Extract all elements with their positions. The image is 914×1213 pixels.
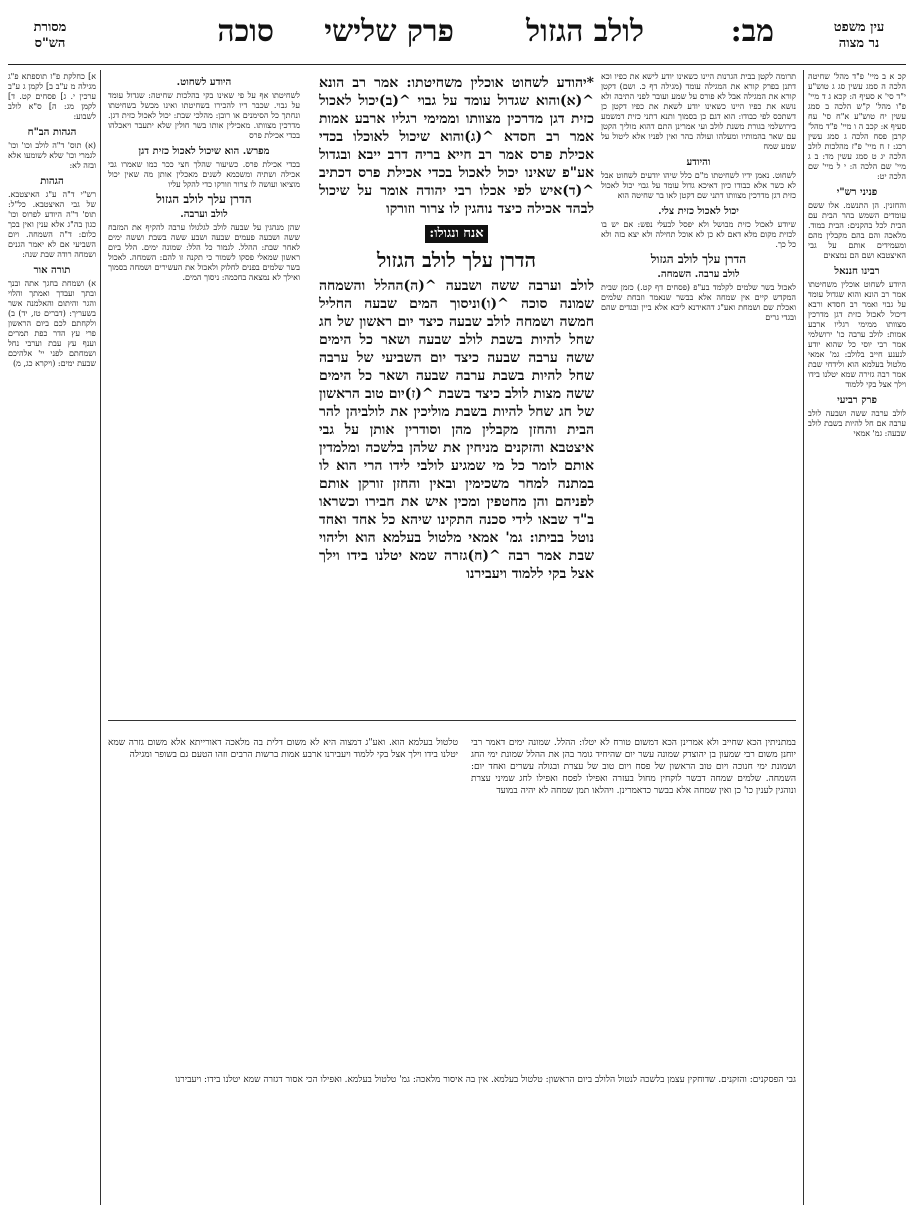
rabbeinu-chananel-text: היודע לשחוט אוכלין משחיטתו אמר רב הונא והוא שגדול עומד על גבוי ואמר רב חסדא ורבא דיכול לאכול כזית דגן מדרכין מצוותו ממימי רגליו ארבע אמות: לולב ערבה כו' ירושלמי אמר רבי יוסי כל שהוא יודע לנענע חייב בלולב: גמ' אמאי מלטול בעלמא הוא ולידחי שבת אמר רבה גזירה שמא יטלנו בידו וילך אצל בקי ללמוד: [808, 280, 906, 389]
rashi-text-1: לשחיטתו אף על פי שאינו בקי בהלכות שחיטה: שגדול עומד על גבוי. שכבר דיו להכירו בשחיטתו ואינו מכשל בשחיטתו ונחתך כל הסימנים או רובן: מהלכי שבת: יכול לאכול כזית דגן. מדרכין מצוותו. מאכילין אותו בשר חולין שלא יתעבר ויאכלהו בכדי אכילת פרס: [108, 91, 300, 140]
torah-or-text: א) ושמחת בחגך אתה ובנך ובתך ועבדך ואמתך והלוי והגר והיתום והאלמנה אשר בשעריך: (דברים טז, יד) ב) ולקחתם לכם ביום הראשון פרי עץ הדר כפת תמרים וענף עץ עבת וערבי נחל ושמחתם לפני יי' אלהיכם שבעת ימים: (ויקרא כג, מ): [8, 279, 96, 368]
hagahot-title: הגהות: [40, 176, 64, 187]
boxed-phrase: אנח ונגולו:: [425, 225, 487, 243]
masoret-refs: א] כחלקת פ"ז תוספתא פ"ג מגילה מ ע"ב ב] לקמן ג ע"ב ערכין י. ג] פסחים קט. ד] לקמן מג: ה] ס"א לולב לשבוע:: [8, 72, 96, 121]
masoret-label: מסורת הש"ס: [33, 20, 67, 51]
rashi-chapter-end: הדרן עלך לולב הגזול: [156, 192, 252, 206]
ein-mishpat-label: עין משפט נר מצוה: [833, 20, 885, 51]
bottom-text-2: טלטול בעלמא הוא. ואע"ג דמצוה היא לא משום דלית בה מלאכה דאורייתא אלא משום גזרה שמא יטלנו בידו וילך אצל בקי ללמוד ויעבירנו ארבע אמות ברשות הרבים וזהו הטעם גם בשופר ומגילה: [108, 738, 458, 760]
perek-revii-title: פרק רביעי: [837, 395, 877, 406]
divider-right: [803, 70, 804, 1205]
chapter-number: פרק שלישי: [324, 14, 454, 49]
divider-left: [100, 70, 101, 1205]
header-rule: [8, 64, 906, 65]
tosafot-column: [601, 72, 796, 712]
tractate-name: סוכה: [217, 14, 274, 49]
perek-revii-text: לולב ערבה ששה ושבעה לולב ערבה אם חל להיות בשבת לולב שבעה: גמ' אמאי: [808, 409, 906, 438]
bottom-rule: [108, 720, 796, 721]
gemara-para-1: *יהודע לשחוט אוכלין משחיטתו: אמר רב הונא ^(א)והוא שגדול עומד על גבוי ^(ב)יכול לאכול כזית דגן מדרכין מצוותו וממימי רגליו ארבע אמות אמר רב חסדא ^(ג)והוא שיכול לאוכלו בכדי אכילת פרס אמר רב חייא בריה דרב ייבא ובגדול אע"פ שאינו יכול לאכול בכדי אכילת פרס דכתיב ^(ד)איש לפי אכלו רבי יהודה אומר על שיכול לבהד אכילה כיצד נוהגין לו צרור וזורקו: [319, 75, 594, 217]
rashi-dibbur-3: לולב וערבה.: [180, 209, 228, 220]
far-left-margin: [8, 72, 96, 632]
tosafot-dibbur-2: יכול לאכול כזית צלי.: [658, 206, 739, 217]
daf-number: מב:: [730, 14, 774, 49]
rashi-text-2: בכדי אכילת פרס. כשיעור שהלך חצי ככר כמו שאמרו גבי אכילה ושתיה ומשכמא לשנים מאכלין אותן מה שאין יכול מוציאו ועושה לו צרור וזורקו כדי להקל עליו: [108, 160, 300, 189]
bottom-text-3: גבי הפסקנים: והזקנים. שדוחקין עצמן בלשכה לנטול הלולב ביום הראשון: טלטול בעלמא. אין בה איסור מלאכה: גמ' טלטול בעלמא. ואפילו הכי אסור דגזרה שמא יטלנו בידו: ויעבירנו: [175, 1075, 796, 1085]
pninei-rashi-title: פניני רש"י: [836, 187, 878, 198]
ein-mishpat-refs: קכ א ב מיי' פ"ד מהל' שחיטה הלכה ה סמג עשין סג ג טוש"ע י"ד סי' א סעיף ה: קכא ג ד מיי' פ"ו מהל' ק"ש הלכה ב סמג עשין יח טוש"ע א"ח סי' עח סעיף א: קכב ה ו מיי' פ"ד מהל' קרבן פסח הלכה ג סמג עשין רכג: ז ח מיי' פ"ז מהלכות לולב הלכה יג ט סמג עשין מד: ב ג מיי' שם הלכה ה: י ל מיי' שם הלכה יט:: [808, 72, 906, 181]
tosafot-chapter-end: הדרן עלך לולב הגזול: [650, 252, 747, 266]
gemara-para-2: לולב וערבה ששה ושבעה ^(ה)ההלל והשמחה שמונה סוכה ^(ו)וניסוך המים שבעה החליל חמשה ושמחה לולב שבעה כיצד יום ראשון של חג שחל להיות בשבת לולב שבעה ושאר כל הימים ששה ערבה שבעה כיצד יום השביעי של ערבה שחל להיות בשבת ערבה שבעה ושאר כל הימים ששה מצות לולב כיצד בשבת ^(ז)יום טוב הראשון של חג שחל להיות בשבת מוליכין את לולביהן להר הבית והחזן מקבלין מהן וסודרין אותן על גבי איצטבא והזקנים מניחין את שלהן בלשכה ומלמדין אותם לומר כל מי שמגיע לולבי לידו הרי הוא לו במתנה למחר משכימין ובאין והחזן זורקן אותם לפניהם והן מחטפין ומכין איש את חבירו וכשראו ב"ד שבאו לידי סכנה התקינו שיהא כל אחד ואחד נוטל בביתו: גמ' אמאי מלטול בעלמא הוא וליהוי שבת אמר רבה ^(ח)גזרה שמא יטלנו בידו וילך אצל בקי ללמוד ויעבירנו: [319, 278, 594, 582]
rashi-column: [108, 72, 300, 712]
bottom-commentary-left: [108, 728, 458, 1058]
chapter-name: לולב הגזול: [526, 14, 644, 49]
hagahot-bach-text: (א) תוס' ד"ה לולב וכו' וכו' לגמרי וכו' שלא לשומעו אלא ובזה לא:: [8, 141, 96, 170]
rashi-text-3: שהן מנהגין על שבעה לולב לגלגולו ערבה להקיף את המזבח ששה ושבעה פעמים שבעה ושבע ששה בשבת וששה ימים לאחר שבת: ההלל. לגמור כל הלל: שמונה ימים. הלל ביום ראשון שמאלי פסקו לשמור כי תקנה זו להם: השמחה. לאכול בשר שלמים בפנים לחלוק ולאכול את העשירים ושמחה בסמוך ואילך לא נמצאה בחכמה: ניסוך המים.: [108, 223, 300, 282]
page-header: [0, 14, 914, 64]
tosafot-text-3: שיודע לאכול כזית מבושל ולא יפסל לבעלי נפש: אם יש בו לכזית מקום מלא דאם לא כן לא אוכל תחילה ולא יצא בזה ולא כל כך.: [601, 220, 796, 249]
rashi-dibbur-2: מפרש. הוא שיכול לאכול כזית דגן: [138, 146, 270, 157]
rabbeinu-chananel-title: רבינו חננאל: [834, 266, 880, 277]
bottom-commentary-footer: [108, 1065, 796, 1205]
hagahot-bach-title: הגהות הב"ח: [27, 127, 77, 138]
tosafot-dibbur-3: לולב ערבה. השמחה.: [657, 269, 740, 280]
rashi-dibbur-1: היודע לשחוט.: [176, 77, 232, 88]
pninei-rashi-text: והחזנין. הן התנשמ. אלו ששם עומדים השמש בהר הבית עם הבית לכל בהקנים: הבית במוד. מלאכה והם בהם מקבלין מהם ומעמידים אותם על גבי האיצטבא ושם הם נמצאים: [808, 201, 906, 260]
torah-or-title: תורה אור: [33, 265, 71, 276]
gemara-main-text: [319, 74, 594, 724]
main-chapter-end: הדרן עלך לולב הגזול: [376, 248, 537, 272]
tosafot-text-4: לאכול בשר שלמים לקלמד בע"פ (פסחים דף קט.) כזמן שבית המקדש קיים אין שמחה אלא בבשר שנאמר וזבחת שלמים ואכלת שם ושמחת ואע"ג דהאידנא ליכא אלא ביין ובגדים שהם ובגדי גרים: [601, 283, 796, 322]
bottom-text-1: במתניתין הכא שחייב ולא אמרינן הכא דמשום טורח לא יטלו: ההלל. שמונה ימים דאמר רבי יוחנן משום רבי שמעון בן יהוצדק שמונה עשר יום שהיחיד גומר בהן את ההלל שמונת ימי החג ושמונת ימי חנוכה ויום טוב הראשון של פסח ויום טוב של עצרת ובגולה עשרים ואחד יום: השמחה. שלמים שמחה דבשר לוקחין מחול בעזרה ואפילו לפסח ואפילו לחג שמיני עצרת ונוהגין לענין כו' כן ואין שמחה אלא בבשר כדאמרינן. ויהלאו תמן שמחה לא יהיה במועד: [471, 738, 796, 796]
tosafot-text-2: לשחוט. נאמן ידיו לשחיטתו מ"ם כלל שיהו יודעים לשחוט אבל לא כשר אלא כבודו כיון דאיכא גדול עומד על גבוי יכול לאכול כזית דגן מדרכין מצוותו דתני שם דקטן לאו בר שחיטה הוא: [601, 171, 796, 200]
far-right-margin: [808, 72, 906, 637]
tosafot-text-1: תרומה לקטן בבית הגרנות היינו כשאינו יודע לישא את כפיו וכא דתנן בפרק קורא את המגילה עומד (מגילה דף כ. ושם) דקטן קורא את המגילה אבל לא פורס על שמע ועובר לפני התיבה ולא נושא את כפיו היינו כשאינו יודע לשאת את כפיו דקטן כן דשתכס לפי כבודו: הוא דגם כן בסמוך ותנא דתני כזית דמשמע בירושלמי בגורת משנת לולב ועי אמרינן התם דהוא מוליך הקטן עם שאר בהמותיו ומעלהו ועולה בהר ואין לפניו אלא ליטול על שמע שמח: [601, 72, 796, 151]
bottom-commentary-right: [471, 728, 796, 1058]
tosafot-dibbur-1: והיודע: [686, 157, 711, 168]
hagahot-text: רש"י ד"ה ע"ג האיצטבא. של גבי האיצטבא. כל"ל: תוס' ד"ה היודע לפרוס וכו' כגון בה"ג אלא ענין ואין בכך כלום: ד"ה השמחה. ויום השביעי אם לא יאמר הגנים ושמחה רודה שבת שנה:: [8, 190, 96, 259]
